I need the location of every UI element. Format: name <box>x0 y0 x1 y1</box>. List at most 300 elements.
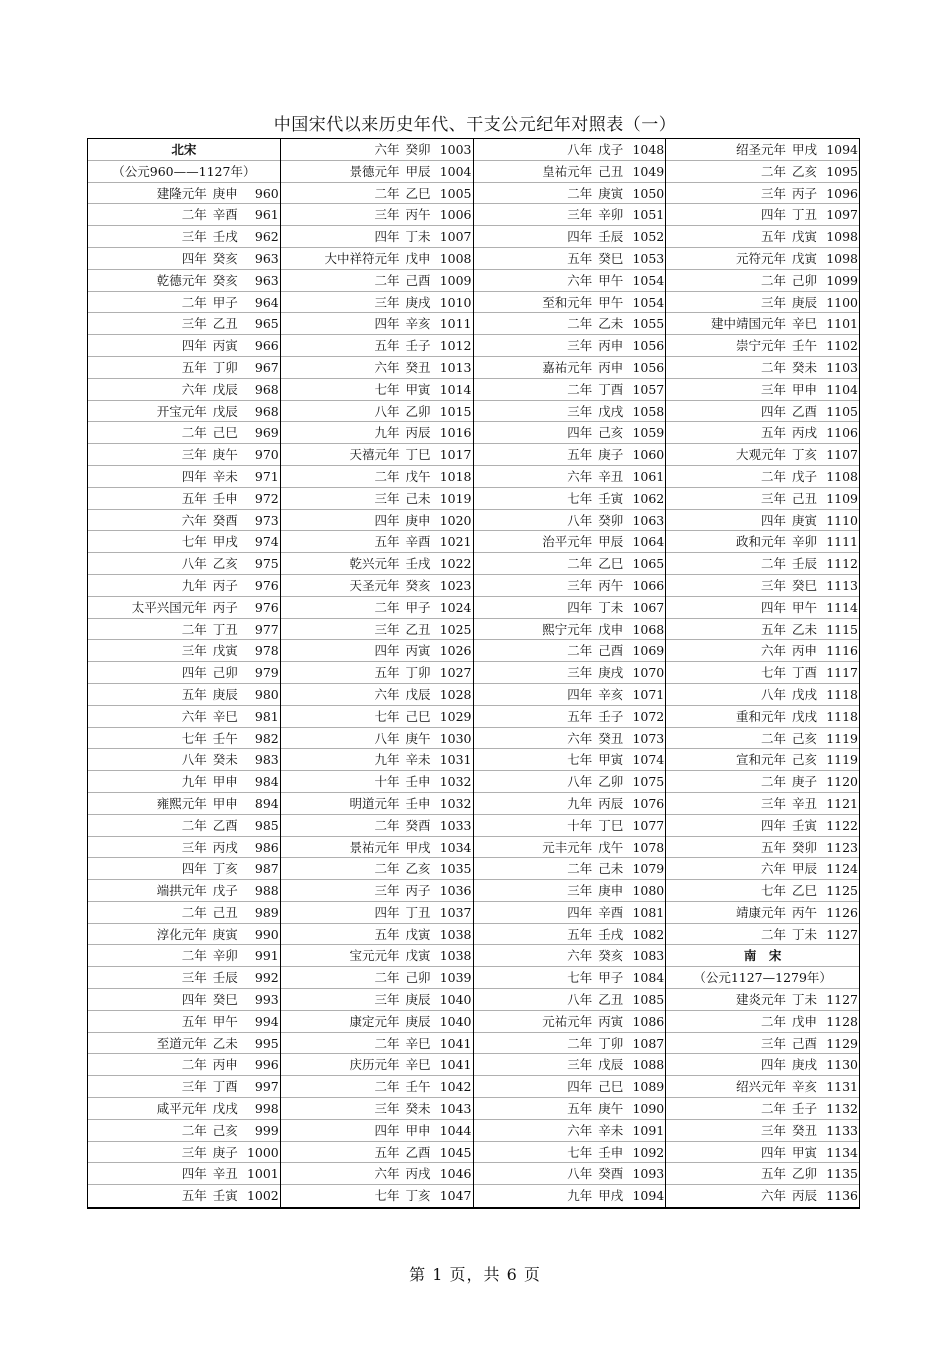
era-year: 五年 <box>567 708 593 724</box>
ad-year: 1032 <box>439 774 472 790</box>
era-year: 二年 <box>181 294 207 310</box>
era-year: 咸平元年 <box>156 1101 207 1117</box>
ganzhi: 乙未 <box>212 1035 238 1051</box>
ad-year: 1027 <box>439 665 472 681</box>
ganzhi: 壬戌 <box>598 926 624 942</box>
ad-year: 1094 <box>826 142 858 157</box>
ganzhi: 戊寅 <box>212 643 238 659</box>
ganzhi: 壬子 <box>405 338 431 354</box>
era-year: 五年 <box>181 490 207 506</box>
ganzhi: 壬申 <box>212 490 238 506</box>
era-year: 六年 <box>567 272 593 288</box>
ganzhi: 庚子 <box>598 447 624 463</box>
table-row <box>88 989 280 1011</box>
ganzhi: 丙寅 <box>598 1013 624 1029</box>
ad-year: 1030 <box>439 730 472 746</box>
ad-year: 1105 <box>826 403 858 419</box>
ad-year: 997 <box>254 1079 279 1095</box>
table-row <box>281 1163 473 1185</box>
ganzhi: 己巳 <box>405 708 431 724</box>
ganzhi: 戊子 <box>598 142 624 157</box>
ganzhi: 壬申 <box>405 774 431 790</box>
ganzhi: 辛亥 <box>792 1079 818 1095</box>
table-row <box>281 226 473 248</box>
ad-year: 1021 <box>439 534 472 550</box>
ganzhi: 壬戌 <box>212 229 238 245</box>
table-row <box>474 401 666 423</box>
ad-year: 1024 <box>439 599 472 615</box>
table-row <box>88 924 280 946</box>
era-year: 雍熙元年 <box>156 795 207 811</box>
ad-year: 976 <box>254 599 279 615</box>
ganzhi: 戊戌 <box>792 686 818 702</box>
era-year: 五年 <box>374 534 400 550</box>
era-year: 四年 <box>181 250 207 266</box>
table-row <box>474 771 666 793</box>
ganzhi: 甲辰 <box>792 861 818 877</box>
ad-year: 1106 <box>826 425 858 441</box>
table-row <box>474 858 666 880</box>
era-year: 六年 <box>567 948 593 964</box>
ganzhi: 戊申 <box>598 621 624 637</box>
dynasty-period-note <box>666 967 859 989</box>
ad-year: 1136 <box>826 1188 858 1204</box>
table-row <box>666 858 859 880</box>
ganzhi: 丙子 <box>212 599 238 615</box>
ad-year: 992 <box>254 970 279 986</box>
table-row <box>474 466 666 488</box>
ad-year: 986 <box>254 839 279 855</box>
period-range: （公元960——1127年） <box>112 163 256 179</box>
era-year: 二年 <box>374 817 400 833</box>
ad-year: 1014 <box>439 381 472 397</box>
ganzhi: 甲申 <box>212 795 238 811</box>
ad-year: 1010 <box>439 294 472 310</box>
ganzhi: 辛亥 <box>405 316 431 332</box>
era-year: 二年 <box>760 359 786 375</box>
table-row <box>666 1033 859 1055</box>
table-row <box>666 531 859 553</box>
ganzhi: 庚申 <box>405 512 431 528</box>
table-row <box>281 531 473 553</box>
ad-year: 1104 <box>826 381 858 397</box>
ad-year: 1005 <box>439 185 472 201</box>
era-year: 七年 <box>567 752 593 768</box>
ad-year: 964 <box>254 294 279 310</box>
era-year: 七年 <box>567 970 593 986</box>
era-year: 六年 <box>181 512 207 528</box>
era-year: 五年 <box>374 1144 400 1160</box>
era-year: 四年 <box>181 1166 207 1182</box>
page-title: 中国宋代以来历史年代、干支公元纪年对照表（一） <box>273 115 677 135</box>
era-year: 四年 <box>374 229 400 245</box>
era-year: 二年 <box>374 272 400 288</box>
ad-year: 1083 <box>632 948 665 964</box>
table-row <box>88 728 280 750</box>
era-year: 四年 <box>181 861 207 877</box>
ganzhi: 乙丑 <box>212 316 238 332</box>
era-year: 五年 <box>374 338 400 354</box>
era-year: 五年 <box>760 839 786 855</box>
table-column-4 <box>666 139 859 1207</box>
era-year: 元祐元年 <box>542 1013 593 1029</box>
ad-year: 1029 <box>439 708 472 724</box>
ganzhi: 丙申 <box>212 1057 238 1073</box>
ad-year: 1103 <box>826 359 858 375</box>
table-row <box>474 1120 666 1142</box>
table-row <box>281 466 473 488</box>
ganzhi: 壬戌 <box>405 556 431 572</box>
table-row <box>281 1120 473 1142</box>
ganzhi: 戊子 <box>792 468 818 484</box>
ganzhi: 己卯 <box>212 665 238 681</box>
ad-year: 1053 <box>632 250 665 266</box>
ganzhi: 己卯 <box>405 970 431 986</box>
ad-year: 1019 <box>439 490 472 506</box>
ganzhi: 己巳 <box>598 1079 624 1095</box>
ganzhi: 癸丑 <box>792 1122 818 1138</box>
ganzhi: 壬午 <box>405 1079 431 1095</box>
ad-year: 983 <box>254 752 279 768</box>
era-year: 二年 <box>760 1013 786 1029</box>
era-year: 三年 <box>760 381 786 397</box>
era-year: 七年 <box>567 490 593 506</box>
table-row <box>474 575 666 597</box>
ad-year: 998 <box>254 1101 279 1117</box>
ad-year: 1122 <box>826 817 858 833</box>
ganzhi: 壬午 <box>212 730 238 746</box>
ganzhi: 己酉 <box>405 272 431 288</box>
ad-year: 1004 <box>439 163 472 179</box>
table-row <box>474 619 666 641</box>
era-year: 三年 <box>181 1079 207 1095</box>
table-row <box>88 815 280 837</box>
era-year: 二年 <box>181 425 207 441</box>
era-year: 三年 <box>374 883 400 899</box>
era-year: 三年 <box>374 992 400 1008</box>
ganzhi: 甲寅 <box>792 1144 818 1160</box>
table-row <box>666 989 859 1011</box>
ganzhi: 甲子 <box>405 599 431 615</box>
ad-year: 1135 <box>826 1166 858 1182</box>
era-year: 三年 <box>181 1144 207 1160</box>
table-row <box>88 531 280 553</box>
era-year: 庆历元年 <box>349 1057 400 1073</box>
ganzhi: 乙亥 <box>405 861 431 877</box>
era-year: 乾兴元年 <box>349 556 400 572</box>
era-year: 八年 <box>374 403 400 419</box>
ganzhi: 癸酉 <box>212 512 238 528</box>
ad-year: 1056 <box>632 338 665 354</box>
table-row <box>88 226 280 248</box>
ad-year: 962 <box>254 229 279 245</box>
ganzhi: 辛巳 <box>792 316 818 332</box>
era-year: 五年 <box>374 665 400 681</box>
table-row <box>88 619 280 641</box>
ad-year: 1028 <box>439 686 472 702</box>
table-row <box>281 357 473 379</box>
era-year: 六年 <box>374 686 400 702</box>
ad-year: 1125 <box>826 883 858 899</box>
ganzhi: 甲午 <box>598 272 624 288</box>
ad-year: 1035 <box>439 861 472 877</box>
table-row <box>666 204 859 226</box>
table-row <box>88 597 280 619</box>
ad-year: 1109 <box>826 490 858 506</box>
ad-year: 1127 <box>826 926 858 942</box>
ganzhi: 庚午 <box>212 447 238 463</box>
ganzhi: 癸亥 <box>405 577 431 593</box>
table-row <box>88 422 280 444</box>
era-year: 八年 <box>181 752 207 768</box>
ganzhi: 甲子 <box>212 294 238 310</box>
ganzhi: 癸丑 <box>598 730 624 746</box>
table-row <box>281 684 473 706</box>
ganzhi: 己巳 <box>212 425 238 441</box>
ad-year: 999 <box>254 1122 279 1138</box>
table-row <box>281 749 473 771</box>
ganzhi: 丁亥 <box>792 447 818 463</box>
era-year: 熙宁元年 <box>542 621 593 637</box>
table-row <box>281 945 473 967</box>
ad-year: 1054 <box>632 272 665 288</box>
table-row <box>88 1120 280 1142</box>
table-row <box>281 335 473 357</box>
ganzhi: 乙巳 <box>792 883 818 899</box>
table-row <box>666 1142 859 1164</box>
era-year: 八年 <box>760 686 786 702</box>
ad-year: 1007 <box>439 229 472 245</box>
ad-year: 980 <box>254 686 279 702</box>
era-year: 靖康元年 <box>735 904 786 920</box>
table-row <box>281 1054 473 1076</box>
table-row <box>474 793 666 815</box>
ad-year: 960 <box>254 185 279 201</box>
ad-year: 975 <box>254 556 279 572</box>
era-year: 九年 <box>567 795 593 811</box>
table-row <box>281 880 473 902</box>
ganzhi: 癸未 <box>212 752 238 768</box>
era-year: 八年 <box>374 730 400 746</box>
ad-year: 965 <box>254 316 279 332</box>
era-year: 政和元年 <box>735 534 786 550</box>
era-year: 八年 <box>567 512 593 528</box>
ganzhi: 庚戌 <box>792 1057 818 1073</box>
table-row <box>666 575 859 597</box>
table-row <box>88 880 280 902</box>
ganzhi: 辛酉 <box>598 904 624 920</box>
era-year: 大观元年 <box>735 447 786 463</box>
ganzhi: 壬辰 <box>212 970 238 986</box>
table-row <box>88 270 280 292</box>
table-row <box>666 1054 859 1076</box>
era-year: 三年 <box>760 577 786 593</box>
era-year: 六年 <box>374 1166 400 1182</box>
table-row <box>666 706 859 728</box>
ad-year: 971 <box>254 468 279 484</box>
ad-year: 968 <box>254 381 279 397</box>
ganzhi: 乙卯 <box>405 403 431 419</box>
era-year: 三年 <box>374 207 400 223</box>
era-year: 四年 <box>567 599 593 615</box>
era-year: 四年 <box>181 665 207 681</box>
era-year: 六年 <box>760 1188 786 1204</box>
era-year: 康定元年 <box>349 1013 400 1029</box>
table-row <box>88 1033 280 1055</box>
ganzhi: 庚辰 <box>405 992 431 1008</box>
ad-year: 1095 <box>826 163 858 179</box>
table-row <box>281 313 473 335</box>
ganzhi: 甲申 <box>212 774 238 790</box>
era-year: 绍圣元年 <box>735 142 786 157</box>
ad-year: 1032 <box>439 795 472 811</box>
ad-year: 978 <box>254 643 279 659</box>
dynasty-period-note <box>88 161 280 183</box>
ganzhi: 戊戌 <box>598 403 624 419</box>
ad-year: 985 <box>254 817 279 833</box>
ad-year: 1072 <box>632 708 665 724</box>
ad-year: 1036 <box>439 883 472 899</box>
ganzhi: 癸酉 <box>405 817 431 833</box>
table-row <box>474 597 666 619</box>
ganzhi: 丁巳 <box>598 817 624 833</box>
era-year: 太平兴国元年 <box>131 599 207 615</box>
ganzhi: 辛丑 <box>212 1166 238 1182</box>
era-year: 二年 <box>567 861 593 877</box>
era-year: 四年 <box>760 817 786 833</box>
ad-year: 996 <box>254 1057 279 1073</box>
ad-year: 1075 <box>632 774 665 790</box>
era-year: 三年 <box>760 1035 786 1051</box>
ganzhi: 丙午 <box>405 207 431 223</box>
ad-year: 987 <box>254 861 279 877</box>
table-row <box>88 662 280 684</box>
ganzhi: 己丑 <box>598 163 624 179</box>
dynasty-header <box>88 139 280 161</box>
era-year: 九年 <box>567 1188 593 1204</box>
table-row <box>281 619 473 641</box>
table-row <box>88 902 280 924</box>
ganzhi: 戊戌 <box>212 1101 238 1117</box>
era-year: 四年 <box>374 904 400 920</box>
ganzhi: 己酉 <box>598 643 624 659</box>
ad-year: 1084 <box>632 970 665 986</box>
era-year: 元丰元年 <box>542 839 593 855</box>
table-row <box>281 139 473 161</box>
ganzhi: 甲午 <box>598 294 624 310</box>
era-year: 四年 <box>374 1122 400 1138</box>
era-year: 八年 <box>567 1166 593 1182</box>
table-row <box>474 749 666 771</box>
table-row <box>474 837 666 859</box>
ganzhi: 甲戌 <box>405 839 431 855</box>
ad-year: 1066 <box>632 577 665 593</box>
table-row <box>666 1163 859 1185</box>
era-year: 八年 <box>567 774 593 790</box>
table-row <box>88 553 280 575</box>
table-row <box>666 924 859 946</box>
table-row <box>474 357 666 379</box>
ad-year: 1123 <box>826 839 858 855</box>
ganzhi: 甲寅 <box>598 752 624 768</box>
ganzhi: 己丑 <box>792 490 818 506</box>
ad-year: 1126 <box>826 904 858 920</box>
ad-year: 989 <box>254 904 279 920</box>
era-year: 四年 <box>181 992 207 1008</box>
ganzhi: 乙酉 <box>792 403 818 419</box>
ad-year: 1015 <box>439 403 472 419</box>
ganzhi: 辛未 <box>598 1122 624 1138</box>
ad-year: 974 <box>254 534 279 550</box>
table-column-2 <box>281 139 474 1207</box>
era-year: 二年 <box>374 468 400 484</box>
ganzhi: 癸巳 <box>792 577 818 593</box>
table-row <box>474 924 666 946</box>
era-year: 二年 <box>567 316 593 332</box>
era-year: 三年 <box>760 1122 786 1138</box>
ganzhi: 丙午 <box>792 904 818 920</box>
era-year: 六年 <box>567 1122 593 1138</box>
ad-year: 1062 <box>632 490 665 506</box>
era-year: 崇宁元年 <box>735 338 786 354</box>
ad-year: 894 <box>254 795 279 811</box>
table-row <box>666 640 859 662</box>
ad-year: 1077 <box>632 817 665 833</box>
ganzhi: 丁未 <box>598 599 624 615</box>
era-year: 嘉祐元年 <box>542 359 593 375</box>
table-row <box>281 858 473 880</box>
era-year: 开宝元年 <box>156 403 207 419</box>
era-year: 五年 <box>760 425 786 441</box>
era-year: 五年 <box>181 686 207 702</box>
ad-year: 972 <box>254 490 279 506</box>
ad-year: 1000 <box>246 1144 279 1160</box>
era-year: 九年 <box>374 752 400 768</box>
ganzhi: 戊辰 <box>598 1057 624 1073</box>
table-row <box>88 945 280 967</box>
ganzhi: 戊子 <box>212 883 238 899</box>
table-row <box>281 967 473 989</box>
era-year: 七年 <box>567 1144 593 1160</box>
ganzhi: 丁酉 <box>598 381 624 397</box>
ganzhi: 戊寅 <box>405 926 431 942</box>
ganzhi: 己未 <box>405 490 431 506</box>
ganzhi: 庚寅 <box>212 926 238 942</box>
table-row <box>281 597 473 619</box>
ad-year: 1046 <box>439 1166 472 1182</box>
table-row <box>666 357 859 379</box>
table-row <box>474 183 666 205</box>
ad-year: 1016 <box>439 425 472 441</box>
ad-year: 970 <box>254 447 279 463</box>
ganzhi: 癸丑 <box>405 359 431 375</box>
ganzhi: 甲寅 <box>405 381 431 397</box>
ad-year: 1117 <box>826 665 858 681</box>
table-row <box>281 706 473 728</box>
ganzhi: 壬寅 <box>792 817 818 833</box>
ganzhi: 甲午 <box>792 599 818 615</box>
ad-year: 1134 <box>826 1144 858 1160</box>
ganzhi: 庚申 <box>598 883 624 899</box>
ad-year: 995 <box>254 1035 279 1051</box>
era-year: 六年 <box>181 708 207 724</box>
ganzhi: 庚寅 <box>598 185 624 201</box>
ad-year: 1088 <box>632 1057 665 1073</box>
table-row <box>474 139 666 161</box>
era-year: 四年 <box>181 468 207 484</box>
ganzhi: 乙卯 <box>598 774 624 790</box>
ad-year: 1051 <box>632 207 665 223</box>
